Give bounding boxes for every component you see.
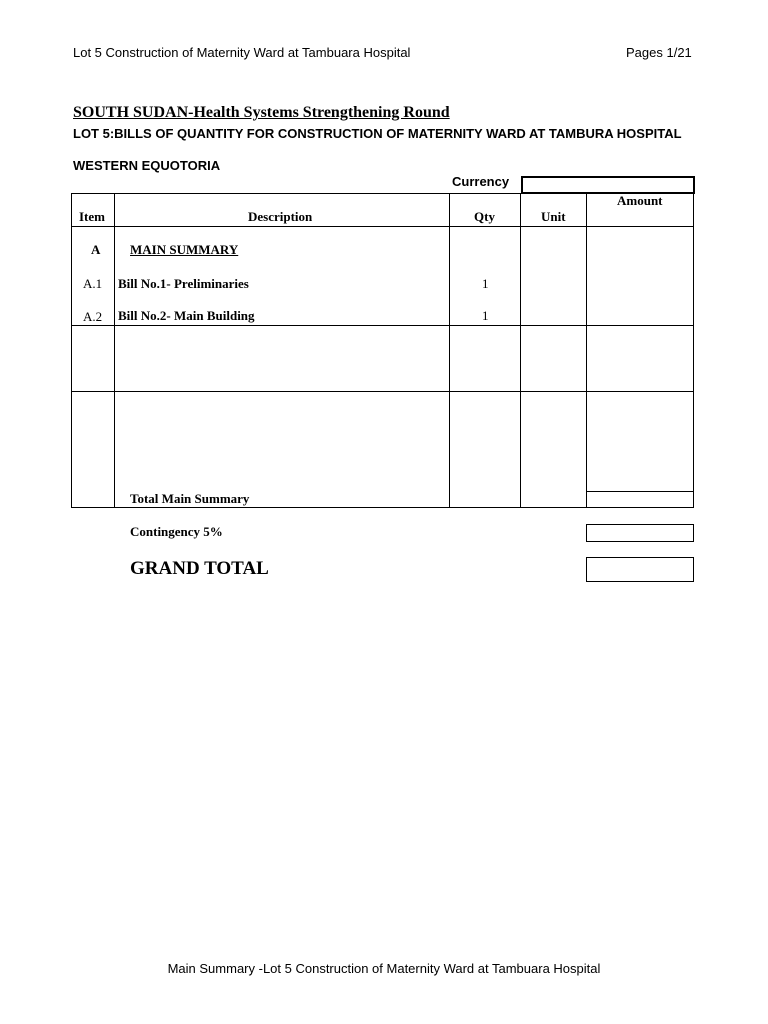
total-amount-divider <box>586 491 694 492</box>
row-item-code: A.2 <box>83 309 103 324</box>
table-left-border <box>71 193 72 508</box>
grand-total-label: GRAND TOTAL <box>130 558 269 579</box>
table-top-border <box>71 193 694 194</box>
currency-label: Currency <box>452 174 510 189</box>
document-title: SOUTH SUDAN-Health Systems Strengthening Round <box>73 104 450 121</box>
row-divider <box>71 325 694 326</box>
page-header-title: Lot 5 Construction of Maternity Ward at Tambuara Hospital <box>73 45 411 60</box>
table-bottom-border <box>71 507 694 508</box>
row-qty: 1 <box>482 276 489 291</box>
row-description: Bill No.2- Main Building <box>118 308 255 323</box>
column-header-description: Description <box>248 209 313 224</box>
document-subtitle: LOT 5:BILLS OF QUANTITY FOR CONSTRUCTION OF MATERNITY WARD AT TAMBURA HOSPITAL <box>73 126 682 141</box>
contingency-label: Contingency 5% <box>130 524 223 539</box>
column-header-amount: Amount <box>617 193 663 208</box>
row-qty: 1 <box>482 308 489 323</box>
row-divider <box>71 391 694 392</box>
total-main-summary-label: Total Main Summary <box>130 491 250 506</box>
table-right-border <box>693 193 694 508</box>
column-divider <box>520 193 521 508</box>
region-label: WESTERN EQUOTORIA <box>73 158 221 173</box>
column-header-qty: Qty <box>474 209 495 224</box>
page-footer: Main Summary -Lot 5 Construction of Maternity Ward at Tambuara Hospital <box>167 961 601 976</box>
contingency-amount-field[interactable] <box>586 524 694 542</box>
column-divider <box>449 193 450 508</box>
column-header-item: Item <box>79 209 105 224</box>
column-divider <box>586 193 587 508</box>
row-item-code: A.1 <box>83 276 103 291</box>
section-item-code: A <box>91 242 101 257</box>
section-title: MAIN SUMMARY <box>130 242 239 257</box>
column-divider <box>114 193 115 508</box>
currency-field[interactable] <box>521 176 695 194</box>
grand-total-amount-field[interactable] <box>586 557 694 582</box>
header-row-border <box>71 226 694 227</box>
row-description: Bill No.1- Preliminaries <box>118 276 249 291</box>
column-header-unit: Unit <box>541 209 566 224</box>
page-number: Pages 1/21 <box>626 45 692 60</box>
